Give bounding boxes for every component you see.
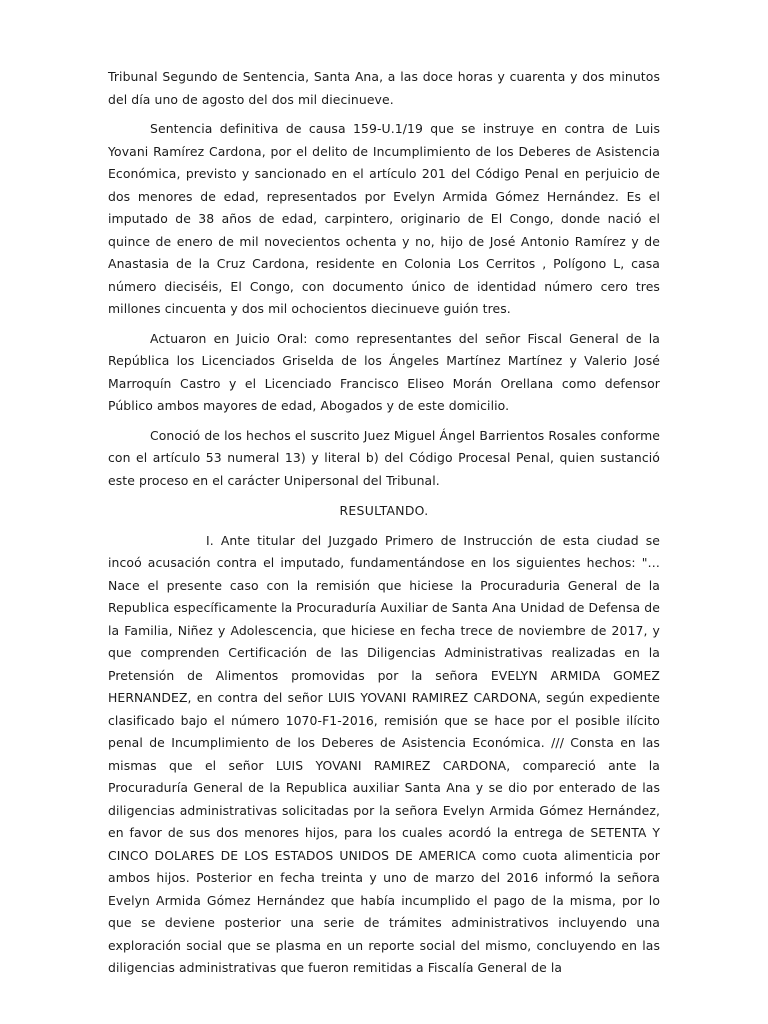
paragraph-actuaron: Actuaron en Juicio Oral: como representantes del señor Fiscal General de la República los Licenciados Griselda de los Ángeles Martínez Martínez y Valerio José Marroquín Castro y el Licenciado Francisco Eliseo Morán Orellana como defensor Público ambos mayores de edad, Abogados y de este domicilio. <box>108 330 660 413</box>
paragraph-resultando: I. Ante titular del Juzgado Primero de Instrucción de esta ciudad se incoó acusación contra el imputado, fundamentándose en los siguientes hechos: "…Nace el presente caso con la remisión que hiciese la Procuraduria General de la Republica específicamente la Procuraduría Auxiliar de Santa Ana Unidad de Defensa de la Familia, Niñez y Adolescencia, que hiciese en fecha trece de noviembre de 2017, y que comprenden Certificación de las Diligencias Administrativas realizadas en la Pretensión de Alimentos promovidas por la señora EVELYN ARMIDA GOMEZ HERNANDEZ, en contra del señor LUIS YOVANI RAMIREZ CARDONA, según expediente clasificado bajo el número 1070-F1-2016, remisión que se hace por el posible ilícito penal de Incumplimiento de los Deberes de Asistencia Económica. /// Consta en las mismas que el señor LUIS YOVANI RAMIREZ CARDONA, compareció ante la Procuraduría General de la Republica auxiliar Santa Ana y se dio por enterado de las diligencias administrativas solicitadas por la señora Evelyn Armida Gómez Hernández, en favor de sus dos menores hijos, para los cuales acordó la entrega de SETENTA Y CINCO DOLARES DE LOS ESTADOS UNIDOS DE AMERICA como cuota alimenticia por ambos hijos. Posterior en fecha treinta y uno de marzo del 2016 informó la señora Evelyn Armida Gómez Hernández que había incumplido el pago de la misma, por lo que se deviene posterior una serie de trámites administrativos incluyendo una exploración social que se plasma en un reporte social del mismo, concluyendo en las diligencias administrativas que fueron remitidas a Fiscalía General de la <box>108 532 660 975</box>
paragraph-header: Tribunal Segundo de Sentencia, Santa Ana, a las doce horas y cuarenta y dos minutos del día uno de agosto del dos mil diecinueve. <box>108 69 660 107</box>
section-heading: RESULTANDO. <box>339 503 429 518</box>
paragraph-conocio: Conoció de los hechos el suscrito Juez Miguel Ángel Barrientos Rosales conforme con el artículo 53 numeral 13) y literal b) del Código Procesal Penal, quien sustanció este proceso en el carácter Unipersonal del Tribunal. <box>108 427 660 488</box>
paragraph-sentencia: Sentencia definitiva de causa 159-U.1/19 que se instruye en contra de Luis Yovani Ramírez Cardona, por el delito de Incumplimiento de los Deberes de Asistencia Económica, previsto y sancionado en el artículo 201 del Código Penal en perjuicio de dos menores de edad, representados por Evelyn Armida Gómez Hernández. Es el imputado de 38 años de edad, carpintero, originario de El Congo, donde nació el quince de enero de mil novecientos ochenta y no, hijo de José Antonio Ramírez y de Anastasia de la Cruz Cardona, residente en Colonia Los Cerritos , Polígono L, casa número dieciséis, El Congo, con documento único de identidad número cero tres millones cincuenta y dos mil ochocientos diecinueve guión tres. <box>108 121 660 316</box>
document-page <box>108 66 660 980</box>
